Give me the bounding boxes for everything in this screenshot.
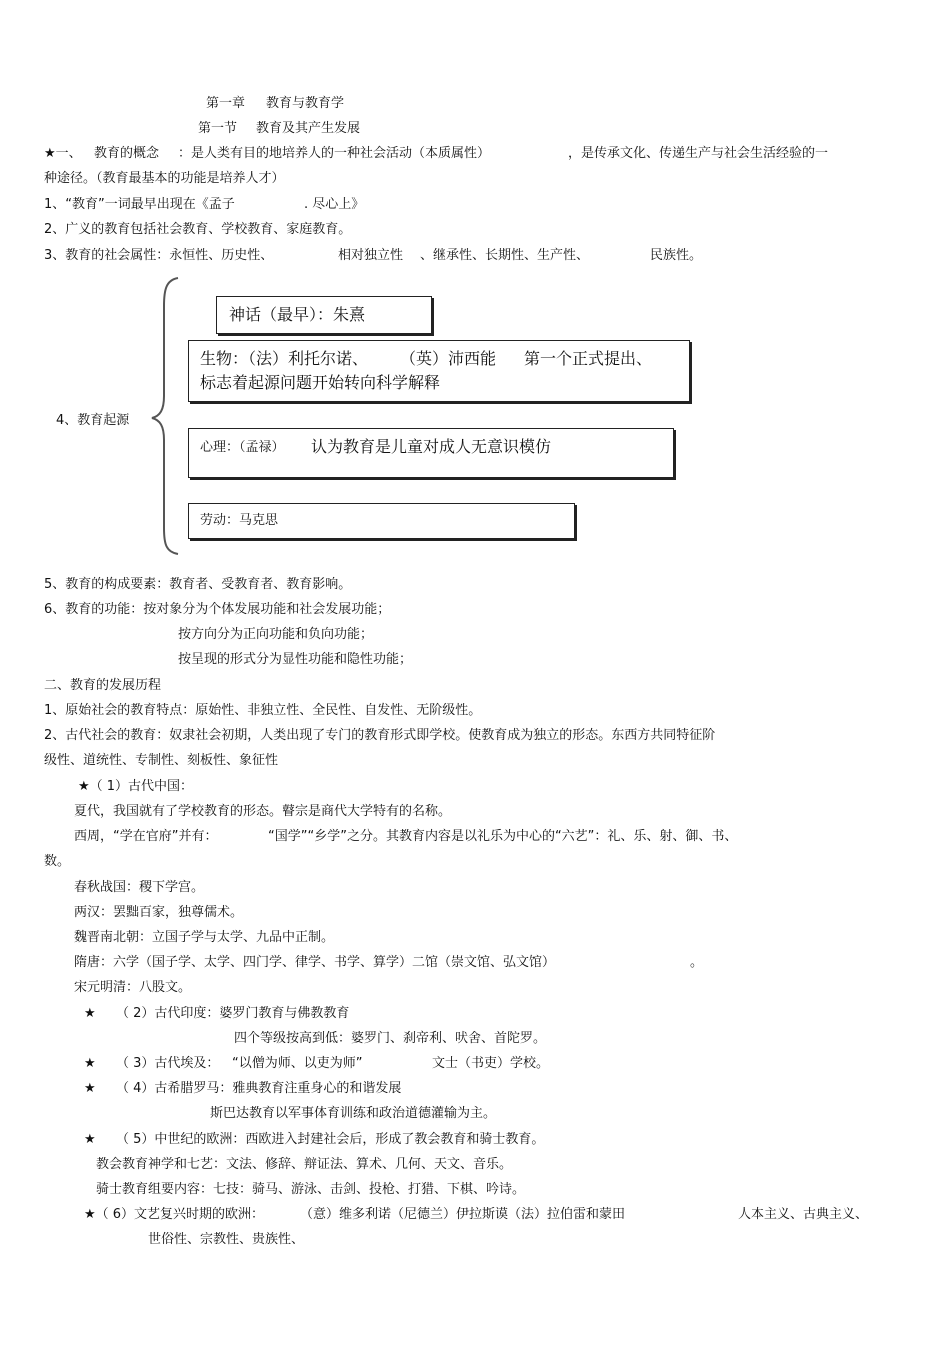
renaissance-b: （意）维多利诺（尼德兰）伊拉斯谟（法）拉伯雷和蒙田 bbox=[300, 1207, 626, 1222]
item-6a: 6、教育的功能：按对象分为个体发展功能和社会发展功能； bbox=[44, 602, 391, 617]
renaissance-d: 世俗性、宗教性、贵族性、 bbox=[148, 1232, 305, 1247]
chapter-number: 第一章 bbox=[206, 96, 246, 111]
china-zhou-a: 西周，“学在官府”并有： bbox=[74, 829, 218, 844]
china-wei: 魏晋南北朝：立国子学与太学、九品中正制。 bbox=[74, 930, 335, 945]
item-3b: 相对独立性 bbox=[338, 248, 404, 263]
renaissance-c: 人本主义、古典主义、 bbox=[738, 1207, 869, 1222]
china-zhou-b: “国学”“乡学”之分。其教育内容是以礼乐为中心的“六艺”：礼、乐、射、御、书、 bbox=[268, 829, 738, 844]
concept-label: ★一、 bbox=[44, 146, 82, 161]
history-2: 2、古代社会的教育：奴隶社会初期，人类出现了专门的教育形式即学校。使教育成为独立的形态。东西方共同特征阶 bbox=[44, 728, 716, 743]
item-1a: 1、“教育”一词最早出现在《孟子 bbox=[44, 197, 235, 212]
section-title: 教育及其产生发展 bbox=[256, 121, 361, 136]
origin-psychology-a: 心理：（孟禄） bbox=[200, 440, 285, 455]
item-3d: 民族性。 bbox=[650, 248, 703, 263]
china-zhou-c: 数。 bbox=[44, 854, 71, 869]
origin-myth-box bbox=[216, 296, 432, 334]
star-icon: ★ bbox=[84, 1132, 96, 1147]
china-sui-a: 隋唐：六学（国子学、太学、四门学、律学、书学、算学）二馆（崇文馆、弘文馆） bbox=[74, 955, 556, 970]
china-sui-b: 。 bbox=[690, 955, 704, 970]
history-1: 1、原始社会的教育特点：原始性、非独立性、全民性、自发性、无阶级性。 bbox=[44, 703, 482, 718]
china-han: 两汉：罢黜百家，独尊儒术。 bbox=[74, 905, 244, 920]
item-3c: 、继承性、长期性、生产性、 bbox=[420, 248, 590, 263]
concept-definition-2: ，是传承文化、传递生产与社会生活经验的一 bbox=[568, 146, 829, 161]
curly-brace bbox=[148, 276, 188, 556]
concept-term: 教育的概念 bbox=[94, 146, 160, 161]
item-5: 5、教育的构成要素：教育者、受教育者、教育影响。 bbox=[44, 577, 352, 592]
india: （ 2）古代印度：婆罗门教育与佛教教育 bbox=[116, 1006, 350, 1021]
item-2: 2、广义的教育包括社会教育、学校教育、家庭教育。 bbox=[44, 222, 352, 237]
star-icon: ★ bbox=[84, 1081, 96, 1096]
history-2-cont: 级性、道统性、专制性、刻板性、象征性 bbox=[44, 753, 279, 768]
section-number: 第一节 bbox=[198, 121, 238, 136]
origin-biology-a: 生物：（法）利托尔诺、 bbox=[200, 349, 369, 368]
origin-biology-d: 标志着起源问题开始转向科学解释 bbox=[200, 373, 441, 392]
origin-label: 4、教育起源 bbox=[56, 413, 130, 428]
origin-labor: 劳动：马克思 bbox=[200, 513, 279, 528]
chapter-title: 教育与教育学 bbox=[266, 96, 345, 111]
origin-psychology-b: 认为教育是儿童对成人无意识模仿 bbox=[311, 437, 552, 456]
renaissance-a: ★（ 6）文艺复兴时期的欧洲： bbox=[84, 1207, 265, 1222]
greece-sparta: 斯巴达教育以军事体育训练和政治道德灌输为主。 bbox=[210, 1106, 497, 1121]
china-label: ★（ 1）古代中国： bbox=[78, 779, 194, 794]
china-chunqiu: 春秋战国：稷下学宫。 bbox=[74, 880, 205, 895]
item-1b: . 尽心上》 bbox=[304, 197, 365, 212]
origin-labor-box bbox=[188, 503, 575, 539]
star-icon: ★ bbox=[84, 1056, 96, 1071]
concept-definition: ：是人类有目的地培养人的一种社会活动（本质属性） bbox=[178, 146, 491, 161]
india-castes: 四个等级按高到低：婆罗门、刹帝利、吠舍、首陀罗。 bbox=[234, 1031, 547, 1046]
origin-biology-box bbox=[188, 340, 690, 402]
item-6c: 按呈现的形式分为显性功能和隐性功能； bbox=[178, 652, 413, 667]
origin-psychology-box bbox=[188, 428, 674, 478]
origin-biology-b: （英）沛西能 bbox=[400, 349, 497, 368]
medieval-knight: 骑士教育组要内容：七技：骑马、游泳、击剑、投枪、打猎、下棋、吟诗。 bbox=[96, 1182, 526, 1197]
egypt-a: （ 3）古代埃及： bbox=[116, 1056, 220, 1071]
egypt-c: 文士（书吏）学校。 bbox=[432, 1056, 550, 1071]
origin-myth: 神话（最早）：朱熹 bbox=[229, 305, 366, 324]
greece: （ 4）古希腊罗马：雅典教育注重身心的和谐发展 bbox=[116, 1081, 402, 1096]
history-title: 二、教育的发展历程 bbox=[44, 678, 162, 693]
china-song: 宋元明清：八股文。 bbox=[74, 980, 192, 995]
item-3a: 3、教育的社会属性：永恒性、历史性、 bbox=[44, 248, 274, 263]
origin-biology-c: 第一个正式提出、 bbox=[524, 349, 653, 368]
concept-continuation: 种途径。（教育最基本的功能是培养人才） bbox=[44, 171, 285, 186]
medieval: （ 5）中世纪的欧洲：西欧进入封建社会后，形成了教会教育和骑士教育。 bbox=[116, 1132, 545, 1147]
egypt-b: “以僧为师、以吏为师” bbox=[232, 1056, 363, 1071]
item-6b: 按方向分为正向功能和负向功能； bbox=[178, 627, 374, 642]
china-xia: 夏代，我国就有了学校教育的形态。瞽宗是商代大学特有的名称。 bbox=[74, 804, 452, 819]
star-icon: ★ bbox=[84, 1006, 96, 1021]
medieval-church: 教会教育神学和七艺：文法、修辞、辩证法、算术、几何、天文、音乐。 bbox=[96, 1157, 513, 1172]
